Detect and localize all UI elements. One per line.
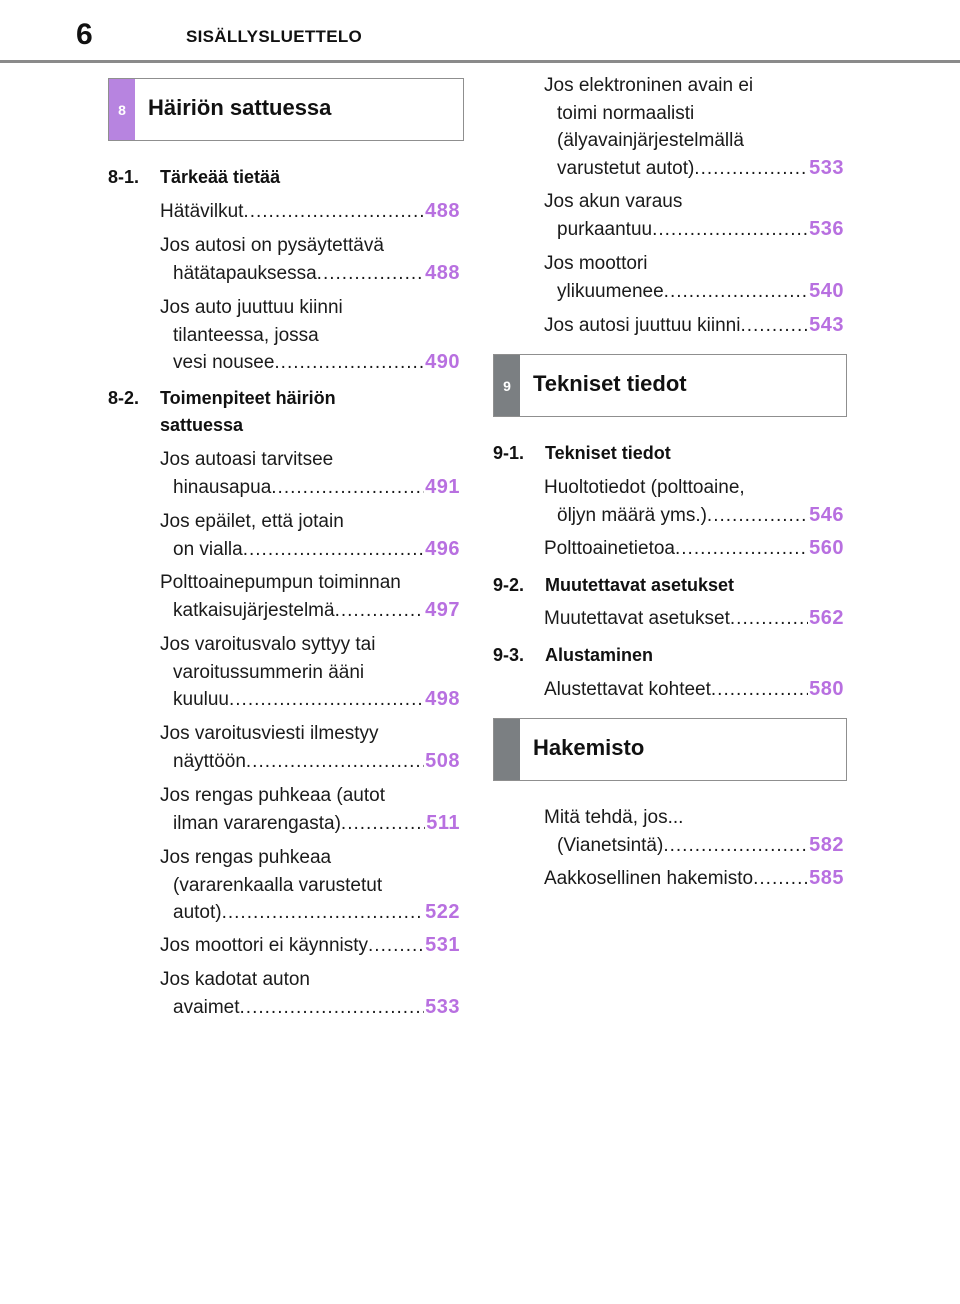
entry-text: Jos autoasi tarvitsee (160, 449, 334, 470)
entry-text: varustetut autot) (557, 157, 695, 179)
page-ref: 543 (809, 314, 844, 336)
entry-text: Hätävilkut (160, 201, 244, 222)
toc-entry-e8[interactable] (160, 720, 460, 775)
section-8-1[interactable] (108, 164, 281, 191)
page-ref: 580 (809, 678, 844, 700)
entry-text: tilanteessa, jossa (173, 324, 319, 346)
section-number: 9-3. (493, 645, 525, 665)
toc-entry-e11[interactable] (160, 932, 460, 960)
toc-entry-e17[interactable] (544, 474, 844, 529)
section-number: 8-2. (108, 388, 140, 408)
page-ref: 562 (809, 607, 844, 629)
page-ref: 491 (425, 475, 460, 498)
entry-text: hinausapua (173, 476, 272, 498)
entry-text: öljyn määrä yms.) (557, 504, 707, 526)
page-ref: 490 (425, 351, 460, 373)
entry-text: Jos rengas puhkeaa (160, 847, 332, 868)
toc-entry-e21[interactable] (544, 804, 844, 859)
page-ref: 488 (425, 200, 460, 222)
entry-text: Jos moottori ei käynnisty (160, 935, 369, 956)
section-number: 9-1. (493, 443, 525, 463)
entry-text: Muutettavat asetukset (544, 608, 730, 629)
entry-text: ylikuumenee (557, 280, 664, 302)
entry-text: autot) (173, 902, 222, 923)
page-ref: 496 (425, 537, 460, 560)
chapter-8-box[interactable] (108, 78, 464, 141)
toc-entry-e4[interactable] (160, 446, 460, 501)
entry-text: ilman vararengasta) (173, 812, 341, 834)
page-number: 6 (76, 18, 93, 51)
toc-entry-e2[interactable] (160, 232, 460, 287)
entry-text: (Vianetsintä) (557, 834, 664, 856)
toc-entry-e19[interactable] (544, 605, 844, 633)
entry-text: purkaantuu (557, 218, 653, 240)
toc-entry-e14[interactable] (544, 188, 844, 243)
chapter-index-box[interactable] (493, 718, 847, 781)
entry-text: Polttoainetietoa (544, 538, 675, 559)
page-ref: 546 (809, 503, 844, 526)
toc-entry-e1[interactable] (160, 198, 460, 226)
entry-text: Jos autosi juuttuu kiinni (544, 315, 741, 336)
entry-text: hätätapauksessa (173, 262, 317, 284)
page-header (0, 0, 960, 64)
toc-entry-e20[interactable] (544, 676, 844, 704)
entry-text: (vararenkaalla varustetut (173, 874, 383, 896)
section-title: Toimenpiteet häiriön (160, 388, 336, 408)
page-ref: 560 (809, 537, 844, 559)
toc-entry-e3[interactable] (160, 294, 460, 377)
entry-text: vesi nousee (173, 352, 275, 373)
entry-text: on vialla (173, 538, 243, 560)
entry-text: katkaisujärjestelmä (173, 599, 335, 621)
page-ref: 498 (425, 688, 460, 710)
toc-entry-e15[interactable] (544, 250, 844, 305)
entry-text: Jos epäilet, että jotain (160, 511, 344, 532)
toc-entry-e12[interactable] (160, 966, 460, 1021)
chapter-title: Hakemisto (533, 735, 645, 760)
section-number: 8-1. (108, 167, 140, 187)
chapter-tab: 8 (109, 79, 135, 140)
page-ref: 533 (809, 156, 844, 179)
entry-text: Jos akun varaus (544, 191, 683, 212)
toc-entry-e9[interactable] (160, 782, 460, 837)
section-9-3[interactable] (493, 642, 654, 669)
section-9-1[interactable] (493, 440, 671, 467)
entry-text: Jos varoitusviesti ilmestyy (160, 723, 379, 744)
entry-text: Mitä tehdä, jos... (544, 807, 684, 828)
page-ref: 511 (426, 811, 460, 834)
page-ref: 585 (809, 867, 844, 889)
page-ref: 508 (425, 749, 460, 772)
page-ref: 540 (809, 279, 844, 302)
toc-entry-e10[interactable] (160, 844, 460, 927)
toc-entry-e13[interactable] (544, 72, 844, 182)
chapter-tab: 9 (494, 355, 520, 416)
page-ref: 582 (809, 833, 844, 856)
page-ref: 536 (809, 217, 844, 240)
toc-entry-e22[interactable] (544, 865, 844, 893)
page-ref: 488 (425, 261, 460, 284)
section-title: Tekniset tiedot (545, 443, 671, 463)
entry-text: Jos kadotat auton (160, 969, 310, 990)
toc-entry-e5[interactable] (160, 508, 460, 563)
entry-text: Jos elektroninen avain ei (544, 75, 754, 96)
section-title: Alustaminen (545, 645, 654, 665)
entry-text: Jos rengas puhkeaa (autot (160, 785, 385, 806)
entry-text: toimi normaalisti (557, 102, 695, 124)
page-ref: 497 (425, 598, 460, 621)
entry-text: näyttöön (173, 750, 246, 772)
section-9-2[interactable] (493, 572, 735, 599)
toc-entry-e6[interactable] (160, 569, 460, 624)
entry-text: Jos moottori (544, 253, 648, 274)
chapter-title: Tekniset tiedot (533, 371, 687, 396)
chapter-tab (494, 719, 520, 780)
entry-text: varoitussummerin ääni (173, 661, 365, 683)
entry-text: Polttoainepumpun toiminnan (160, 572, 401, 593)
toc-entry-e7[interactable] (160, 631, 460, 714)
page-ref: 533 (425, 995, 460, 1018)
entry-text: Jos autosi on pysäytettävä (160, 235, 384, 256)
section-number: 9-2. (493, 575, 525, 595)
page-ref: 531 (425, 934, 460, 956)
entry-text: Huoltotiedot (polttoaine, (544, 477, 745, 498)
entry-text: Aakkosellinen hakemisto (544, 868, 754, 889)
entry-text: Jos varoitusvalo syttyy tai (160, 634, 376, 655)
entry-text: Alustettavat kohteet (544, 679, 711, 700)
toc-entry-e16[interactable] (544, 312, 844, 340)
entry-text: (älyavainjärjestelmällä (557, 130, 744, 151)
chapter-9-box[interactable] (493, 354, 847, 417)
section-8-2[interactable] (108, 385, 336, 435)
section-title: Tärkeää tietää (160, 167, 281, 187)
chapter-title: Häiriön sattuessa (148, 95, 332, 120)
running-section-title: SISÄLLYSLUETTELO (186, 27, 363, 46)
toc-entry-e18[interactable] (544, 535, 844, 563)
entry-text: avaimet (173, 996, 240, 1018)
entry-text: kuuluu (173, 689, 229, 710)
header-rule (0, 60, 960, 63)
entry-text: Jos auto juuttuu kiinni (160, 297, 343, 318)
section-title: sattuessa (160, 415, 244, 435)
page-ref: 522 (425, 901, 460, 923)
section-title: Muutettavat asetukset (545, 575, 735, 595)
